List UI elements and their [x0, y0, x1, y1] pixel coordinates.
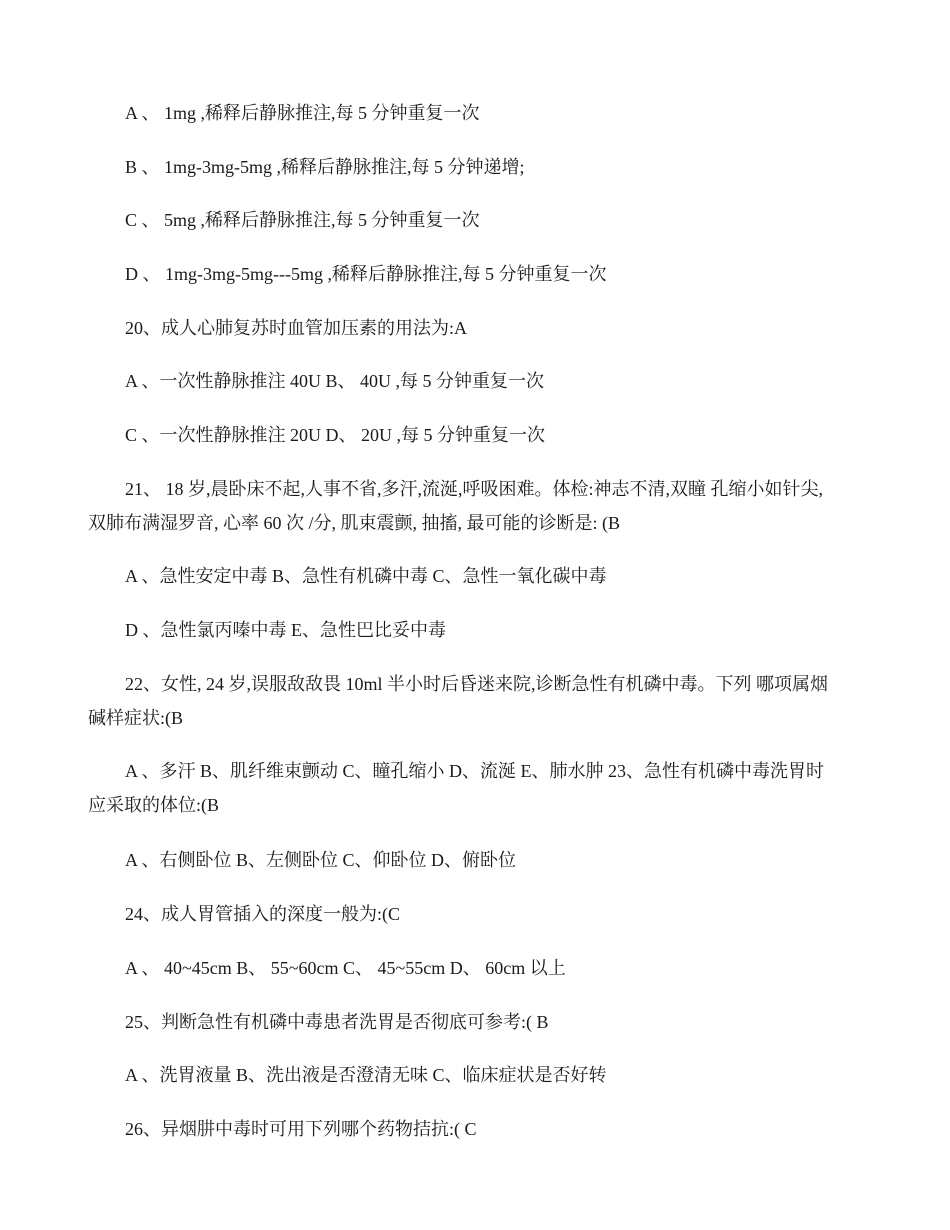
- option-line: B 、 1mg-3mg-5mg ,稀释后静脉推注,每 5 分钟递增;: [125, 157, 525, 177]
- question-line: 24、成人胃管插入的深度一般为:(C: [125, 904, 400, 924]
- question-line: 25、判断急性有机磷中毒患者洗胃是否彻底可参考:( B: [125, 1012, 549, 1032]
- question-line-continued: 双肺布满湿罗音, 心率 60 次 /分, 肌束震颤, 抽搐, 最可能的诊断是: (B: [88, 513, 620, 533]
- option-line: A 、 40~45cm B、 55~60cm C、 45~55cm D、 60cm 以上: [125, 958, 566, 978]
- option-line: A 、一次性静脉推注 40U B、 40U ,每 5 分钟重复一次: [125, 371, 545, 391]
- question-line: 22、女性, 24 岁,误服敌敌畏 10ml 半小时后昏迷来院,诊断急性有机磷中毒。下列 哪项属烟: [125, 674, 828, 694]
- option-line: A 、急性安定中毒 B、急性有机磷中毒 C、急性一氧化碳中毒: [125, 566, 607, 586]
- option-line: A 、洗胃液量 B、洗出液是否澄清无味 C、临床症状是否好转: [125, 1065, 607, 1085]
- question-line: 20、成人心肺复苏时血管加压素的用法为:A: [125, 318, 467, 338]
- question-line: 26、异烟肼中毒时可用下列哪个药物拮抗:( C: [125, 1119, 477, 1139]
- option-line: C 、一次性静脉推注 20U D、 20U ,每 5 分钟重复一次: [125, 425, 546, 445]
- option-line: D 、急性氯丙嗪中毒 E、急性巴比妥中毒: [125, 620, 446, 640]
- question-line: 21、 18 岁,晨卧床不起,人事不省,多汗,流涎,呼吸困难。体检:神志不清,双瞳 孔缩小如针尖,: [125, 479, 823, 499]
- option-line: A 、 1mg ,稀释后静脉推注,每 5 分钟重复一次: [125, 103, 480, 123]
- option-line: D 、 1mg-3mg-5mg---5mg ,稀释后静脉推注,每 5 分钟重复一次: [125, 264, 607, 284]
- question-line-continued: 应采取的体位:(B: [88, 795, 220, 815]
- option-line: C 、 5mg ,稀释后静脉推注,每 5 分钟重复一次: [125, 210, 480, 230]
- question-line-continued: 碱样症状:(B: [88, 708, 184, 728]
- option-line: A 、右侧卧位 B、左侧卧位 C、仰卧位 D、俯卧位: [125, 850, 517, 870]
- option-line: A 、多汗 B、肌纤维束颤动 C、瞳孔缩小 D、流涎 E、肺水肿 23、急性有机磷中毒洗胃时: [125, 761, 825, 781]
